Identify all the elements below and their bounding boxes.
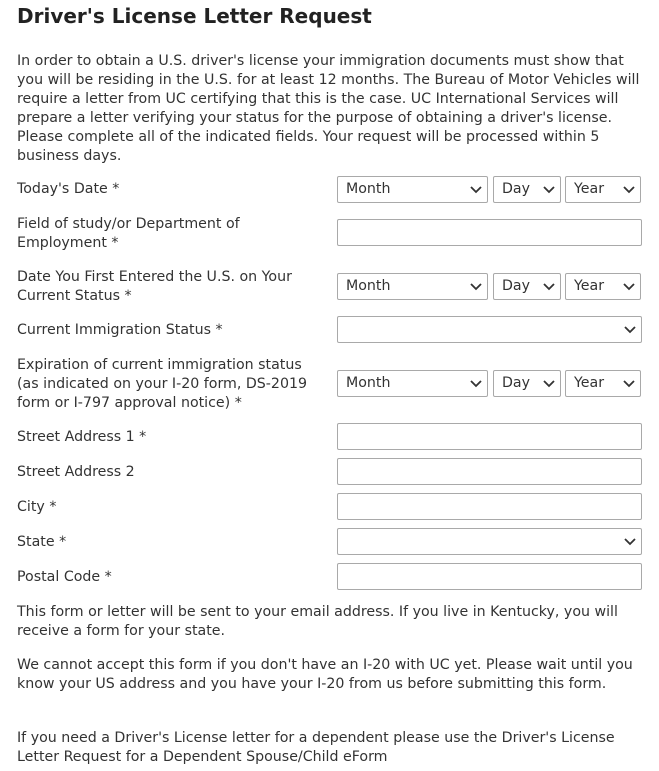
todays-date-day-value: Day [502,181,531,197]
chevron-down-icon [623,282,635,291]
immigration-status-select[interactable] [337,316,642,343]
i20-note: We cannot accept this form if you don't have an I-20 with UC yet. Please wait until you know your US address and you have your I-20 from us before submitting this form. [17,657,633,692]
state-label: State * [17,534,67,550]
street1-label: Street Address 1 * [17,429,147,445]
todays-date-year-value: Year [574,181,605,197]
expiration-month-select[interactable] [337,370,488,397]
intro-text: In order to obtain a U.S. driver's license your immigration documents must show that you will be residing in the U.S. for at least 12 months. The Bureau of Motor Vehicles will require a letter from UC certifying that this is the case. UC International Services will prepare a letter verifying your status for the purpose of obtaining a driver's license. Please complete all of the indicated fields. Your request will be processed within 5 business days. [17,53,640,164]
chevron-down-icon [624,537,636,546]
email-note: This form or letter will be sent to your email address. If you live in Kentucky, you will receive a form for your state. [17,604,618,639]
page-title: Driver's License Letter Request [17,4,372,28]
todays-date-label: Today's Date * [17,181,120,197]
chevron-down-icon [623,379,635,388]
field-of-study-input[interactable] [337,219,642,246]
street1-input[interactable] [337,423,642,450]
expiration-day-value: Day [502,375,531,391]
date-entered-day-value: Day [502,278,531,294]
expiration-year-value: Year [574,375,605,391]
date-entered-month-value: Month [346,278,391,294]
expiration-day-select[interactable] [493,370,561,397]
chevron-down-icon [623,185,635,194]
todays-date-day-select[interactable] [493,176,561,203]
chevron-down-icon [543,185,555,194]
postal-code-label: Postal Code * [17,569,112,585]
date-entered-day-select[interactable] [493,273,561,300]
chevron-down-icon [470,282,482,291]
dependent-note: If you need a Driver's License letter for a dependent please use the Driver's License Letter Request for a Dependent Spouse/Child eForm [17,730,615,765]
date-entered-year-value: Year [574,278,605,294]
chevron-down-icon [470,185,482,194]
expiration-year-select[interactable] [565,370,641,397]
chevron-down-icon [624,325,636,334]
postal-code-input[interactable] [337,563,642,590]
date-entered-label: Date You First Entered the U.S. on Your Current Status * [17,269,292,304]
expiration-label: Expiration of current immigration status (as indicated on your I-20 form, DS-2019 form or I-797 approval notice) * [17,357,308,411]
todays-date-year-select[interactable] [565,176,641,203]
expiration-month-value: Month [346,375,391,391]
todays-date-month-value: Month [346,181,391,197]
date-entered-year-select[interactable] [565,273,641,300]
chevron-down-icon [543,282,555,291]
street2-label: Street Address 2 [17,464,135,480]
city-label: City * [17,499,57,515]
city-input[interactable] [337,493,642,520]
street2-input[interactable] [337,458,642,485]
date-entered-month-select[interactable] [337,273,488,300]
immigration-status-label: Current Immigration Status * [17,322,223,338]
state-select[interactable] [337,528,642,555]
todays-date-month-select[interactable] [337,176,488,203]
field-of-study-label: Field of study/or Department of Employment * [17,216,240,251]
chevron-down-icon [470,379,482,388]
chevron-down-icon [543,379,555,388]
